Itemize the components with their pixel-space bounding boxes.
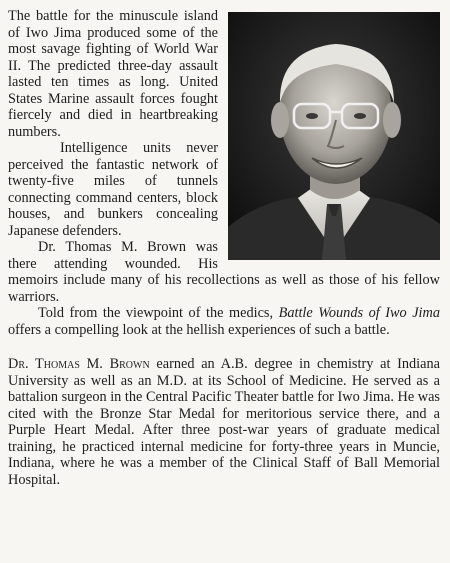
blurb-paragraph-4-tail: offers a compelling look at the hellish experiences of such a battle. [8,321,390,338]
blurb-paragraph-4-lead: Told from the viewpoint of the medics, [38,305,279,321]
book-cover-text [8,8,440,488]
blurb-paragraph-2: Intelligence units never perceived the fantastic network of twenty-five miles of tunnels connecting command centers, block houses, and bunkers concealing Japanese defenders. [8,140,218,239]
author-name: Dr. Thomas M. Brown [8,356,150,372]
author-photo [228,12,440,260]
author-bio [8,356,440,488]
blurb-paragraph-1: The battle for the minuscule island of Iwo Jima produced some of the most savage fighting of World War II. The predicted three-day assault lasted ten times as long. United States Marine assault forces fought fiercely and died in heartbreaking numbers. [8,8,218,140]
book-title: Battle Wounds of Iwo Jima [278,305,440,321]
author-bio-text: earned an A.B. degree in chemistry at Indiana University as well as an M.D. at its School of Medicine. He served as a battalion surgeon in the Central Pacific Theater battle for Iwo Jima. He was cited with the Bronze Star Medal for meritorious service there, and a Purple Heart Medal. After three post-war years of graduate medical training, he practiced internal medicine for forty-three years in Muncie, Indiana, where he was a member of the Clinical Staff of Ball Memorial Hospital. [8,356,440,488]
author-portrait-image [228,12,440,260]
blurb-paragraph-3: Dr. Thomas M. Brown was there attending wounded. His memoirs include many of his recollections as well as those of his fellow warriors. [8,239,440,305]
blurb-paragraph-4 [8,305,440,338]
